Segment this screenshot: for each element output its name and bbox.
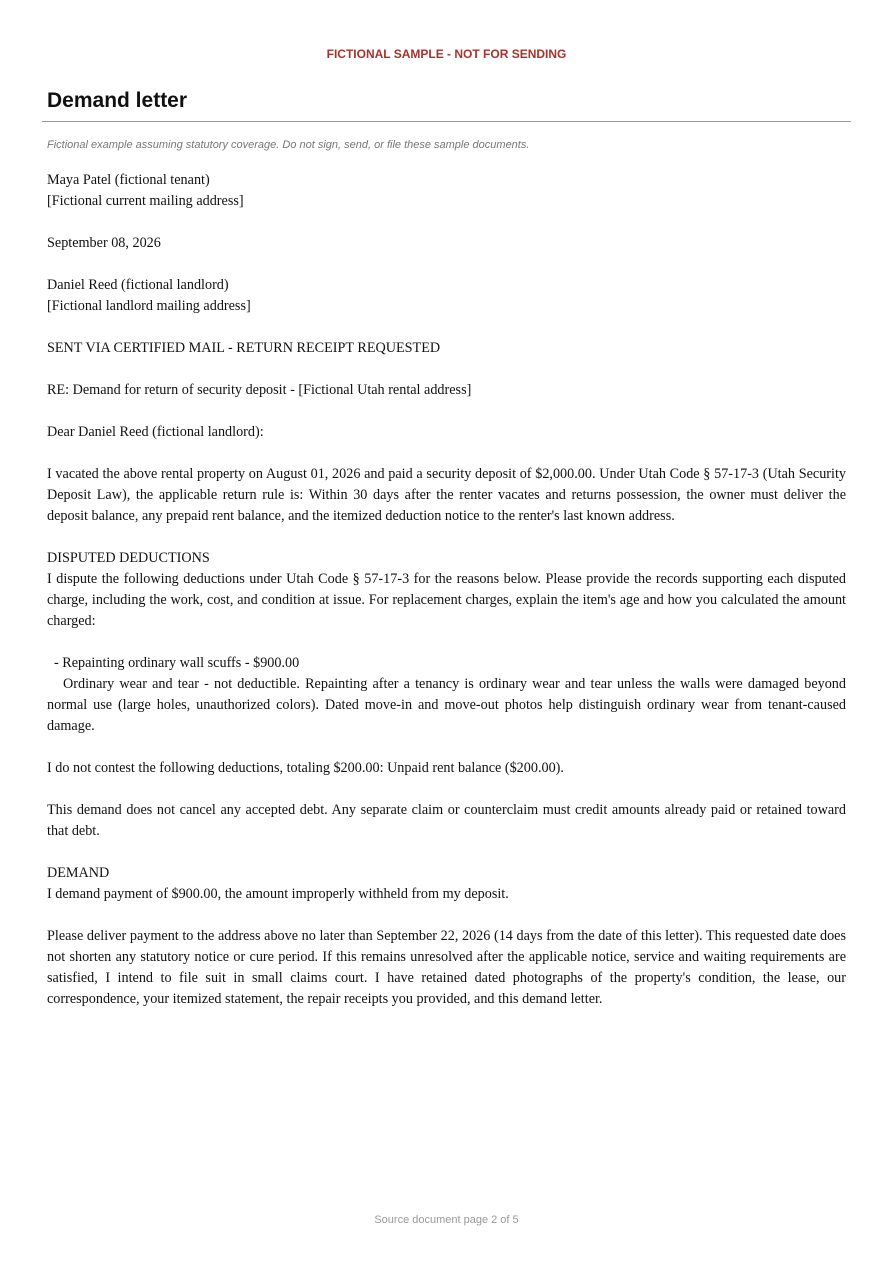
demand-text: I demand payment of $900.00, the amount improperly withheld from my deposit. [47, 886, 509, 902]
page-title: Demand letter [47, 89, 188, 112]
sender-name: Maya Patel (fictional tenant) [47, 172, 210, 188]
disputed-heading: DISPUTED DEDUCTIONS [47, 550, 210, 566]
page-footer: Source document page 2 of 5 [374, 1214, 519, 1226]
disclaimer-note: Fictional example assuming statutory coverage. Do not sign, send, or file these sample documents. [47, 139, 530, 151]
letter-body [47, 170, 846, 1031]
sender-block [47, 170, 846, 212]
deduction-reason: Ordinary wear and tear - not deductible. Repainting after a tenancy is ordinary wear and tear unless the walls were damaged beyond normal use (large holes, unauthorized colors). Dated move-in and move-out photos help distinguish ordinary wear from tenant-caused damage. [47, 676, 846, 734]
demand-section [47, 863, 846, 905]
deduction-item [47, 653, 846, 737]
delivery-method: SENT VIA CERTIFIED MAIL - RETURN RECEIPT REQUESTED [47, 340, 441, 356]
intro-paragraph: I vacated the above rental property on August 01, 2026 and paid a security deposit of $2,000.00. Under Utah Code § 57-17-3 (Utah Security Deposit Law), the applicable return rule is: Within 30 days after the renter vacates and returns possession, the owner must deliver the deposit balance, any prepaid rent balance, and the itemized deduction notice to the renter's last known address. [47, 466, 846, 524]
title-divider [42, 121, 851, 122]
demand-heading: DEMAND [47, 865, 110, 881]
recipient-name: Daniel Reed (fictional landlord) [47, 277, 229, 293]
uncontested-paragraph: I do not contest the following deductions, totaling $200.00: Unpaid rent balance ($200.00). [47, 760, 564, 776]
re-line: RE: Demand for return of security deposit - [Fictional Utah rental address] [47, 382, 472, 398]
letter-date: September 08, 2026 [47, 235, 161, 251]
recipient-block [47, 275, 846, 317]
setoff-paragraph: This demand does not cancel any accepted debt. Any separate claim or counterclaim must credit amounts already paid or retained toward that debt. [47, 802, 846, 839]
disputed-section [47, 548, 846, 632]
disputed-text: I dispute the following deductions under Utah Code § 57-17-3 for the reasons below. Please provide the records supporting each disputed charge, including the work, cost, and condition at issue. For replacement charges, explain the item's age and how you calculated the amount charged: [47, 571, 846, 629]
salutation: Dear Daniel Reed (fictional landlord): [47, 424, 264, 440]
sender-address: [Fictional current mailing address] [47, 193, 244, 209]
sample-banner: FICTIONAL SAMPLE - NOT FOR SENDING [326, 47, 567, 61]
recipient-address: [Fictional landlord mailing address] [47, 298, 251, 314]
closing-paragraph: Please deliver payment to the address above no later than September 22, 2026 (14 days from the date of this letter). This requested date does not shorten any statutory notice or cure period. If this remains unresolved after the applicable notice, service and waiting requirements are satisfied, I intend to file suit in small claims court. I have retained dated photographs of the property's condition, the lease, our correspondence, your itemized statement, the repair receipts you provided, and this demand letter. [47, 928, 846, 1007]
deduction-label: - Repainting ordinary wall scuffs - $900.00 [54, 655, 300, 671]
